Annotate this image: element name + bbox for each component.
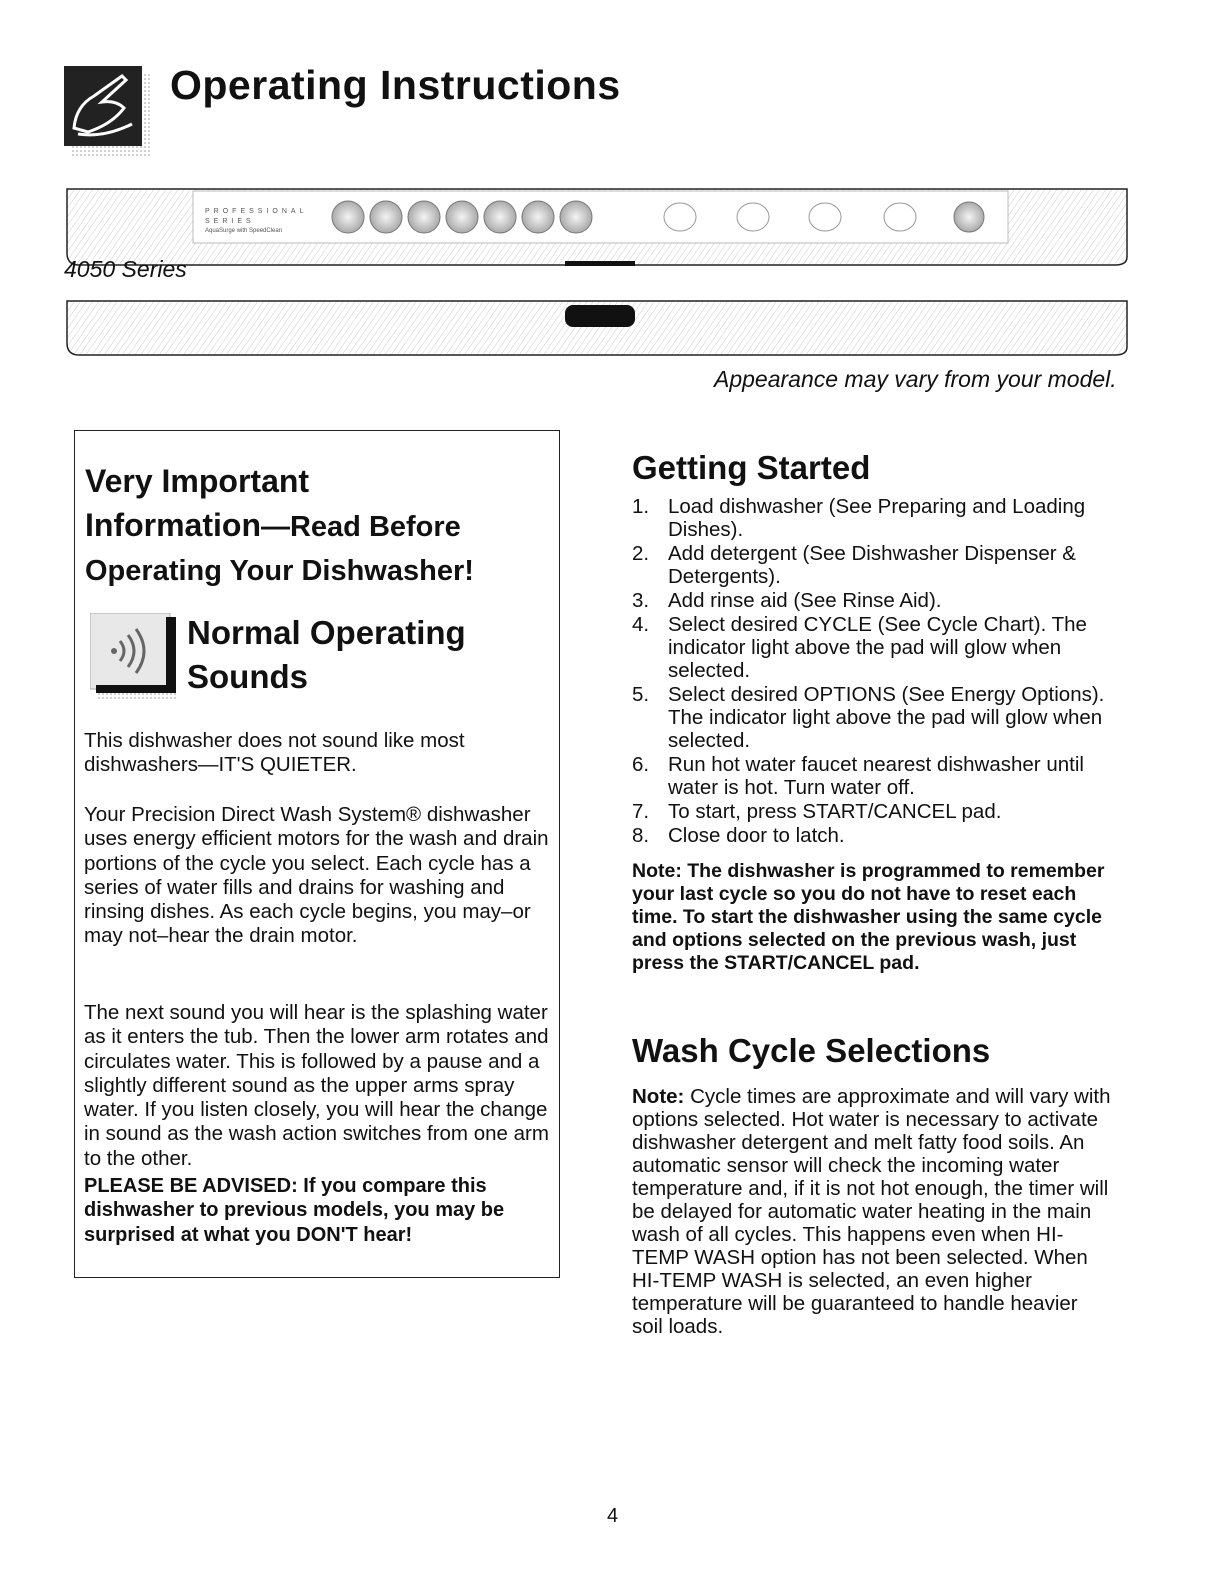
- appearance-note: Appearance may vary from your model.: [714, 366, 1117, 392]
- list-item: 3. Add rinse aid (See Rinse Aid).: [632, 589, 942, 612]
- please-be-advised: PLEASE BE ADVISED: If you compare this dishwasher to previous models, you may be surprised at what you DON'T hear!: [84, 1175, 505, 1246]
- brand-line-2: SERIES: [205, 218, 255, 225]
- list-item: 2. Add detergent (See Dishwasher Dispenser & Detergents).: [632, 542, 1076, 588]
- getting-started-steps: [632, 495, 1112, 848]
- normal-sounds-heading: Normal Operating Sounds: [187, 614, 466, 695]
- getting-started-heading: Getting Started: [632, 449, 871, 486]
- sounds-paragraph-2: Your Precision Direct Wash System® dishwasher uses energy efficient motors for the wash and drain portions of the cycle you select. Each cycle has a series of water fills and drains for washing and rinsing dishes. As each cycle begins, you may–or may not–hear the drain motor.: [84, 803, 549, 948]
- wash-cycle-note: Note: Cycle times are approximate and will vary with options selected. Hot water is necessary to activate dishwasher detergent and melt fatty food soils. An automatic sensor will check the incoming water temperature and, if it is not hot enough, the timer will be delayed for automatic water heating in the main wash of all cycles. This happens even when HI-TEMP WASH option has not been selected. When HI-TEMP WASH is selected, an even higher temperature will be guaranteed to handle heavier soil loads.: [632, 1085, 1111, 1338]
- important-heading: Very Important Information—Read Before Operating Your Dishwasher!: [85, 463, 474, 587]
- list-item: 4. Select desired CYCLE (See Cycle Chart). The indicator light above the pad will glow when selected.: [632, 613, 1087, 682]
- list-item: 6. Run hot water faucet nearest dishwasher until water is hot. Turn water off.: [632, 753, 1084, 799]
- programmed-note: Note: The dishwasher is programmed to remember your last cycle so you do not have to reset each time. To start the dishwasher using the same cycle and options selected on the previous wash, just press the START/CANCEL pad.: [632, 860, 1105, 974]
- list-item: 7. To start, press START/CANCEL pad.: [632, 800, 1002, 823]
- brand-line-1: PROFESSIONAL: [205, 208, 308, 215]
- wash-cycle-heading: Wash Cycle Selections: [632, 1032, 991, 1069]
- list-item: 8. Close door to latch.: [632, 824, 845, 847]
- page-number: 4: [606, 1505, 619, 1527]
- speaker-sound-icon: [90, 613, 180, 699]
- page-title: Operating Instructions: [170, 62, 621, 108]
- sounds-paragraph-1: This dishwasher does not sound like most dishwashers—IT'S QUIETER.: [84, 729, 465, 777]
- list-item: 1. Load dishwasher (See Preparing and Loading Dishes).: [632, 495, 1086, 541]
- hand-dish-icon: [64, 66, 152, 158]
- series-label: 4050 Series: [64, 256, 187, 282]
- list-item: 5. Select desired OPTIONS (See Energy Options). The indicator light above the pad will glow when selected.: [632, 683, 1105, 752]
- sounds-paragraph-3: The next sound you will hear is the splashing water as it enters the tub. Then the lower arm rotates and circulates water. This is followed by a pause and a slightly different sound as the upper arms spray water. If you listen closely, you will hear the change in sound as the wash action switches from one arm to the other.: [84, 1001, 549, 1170]
- brand-line-3: AquaSurge with SpeedClean: [205, 228, 283, 234]
- important-info-box: [74, 430, 560, 1278]
- control-panel-strip: [65, 297, 1130, 359]
